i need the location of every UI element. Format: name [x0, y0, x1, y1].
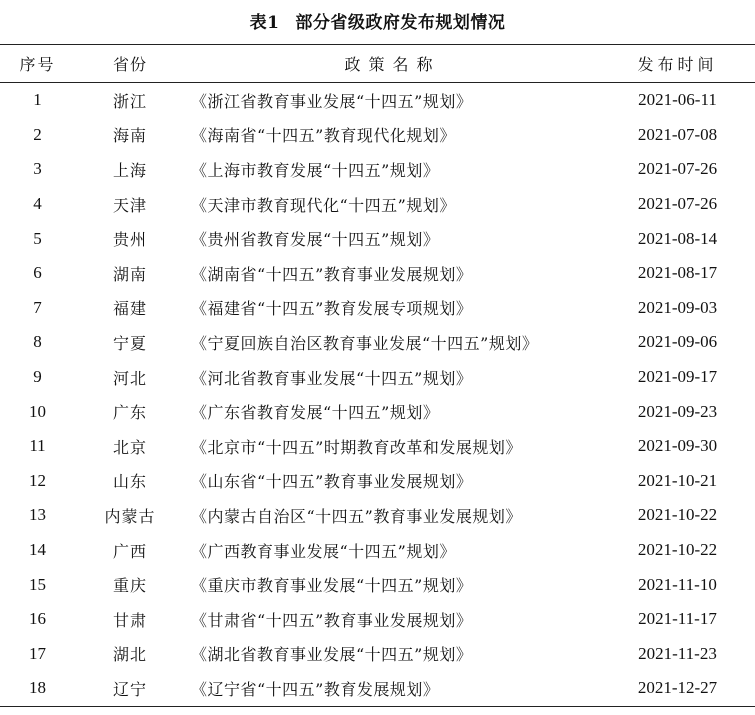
- row-release-date: 2021-08-14: [637, 228, 718, 248]
- row-province: 北京: [112, 437, 147, 457]
- row-province: 湖南: [112, 264, 147, 284]
- table-row: [0, 498, 755, 533]
- table-number: 表1: [249, 13, 280, 33]
- row-policy-name: 《山东省“十四五”教育事业发展规划》: [191, 472, 473, 492]
- row-number: 13: [29, 505, 46, 525]
- row-province: 广东: [112, 403, 147, 423]
- row-release-date: 2021-06-11: [638, 90, 717, 110]
- row-province: 山东: [112, 472, 147, 492]
- row-release-date: 2021-11-17: [638, 609, 717, 629]
- table-row: [0, 567, 755, 602]
- header-row: [0, 45, 755, 83]
- table-row: [0, 360, 755, 395]
- table-row: [0, 187, 755, 222]
- row-release-date: 2021-10-22: [637, 505, 718, 525]
- row-policy-name: 《福建省“十四五”教育发展专项规划》: [191, 299, 473, 319]
- table-row: [0, 429, 755, 464]
- row-number: 12: [29, 470, 46, 490]
- row-policy-name: 《贵州省教育发展“十四五”规划》: [191, 230, 440, 250]
- row-number: 18: [29, 678, 46, 698]
- table-row: [0, 256, 755, 291]
- row-policy-name: 《广东省教育发展“十四五”规划》: [191, 403, 440, 423]
- row-number: 14: [29, 540, 46, 560]
- row-release-date: 2021-07-08: [637, 124, 718, 144]
- row-province: 贵州: [112, 230, 147, 250]
- header-province: 省份: [112, 55, 147, 74]
- header-release-date: 发布时间: [637, 55, 718, 74]
- row-province: 上海: [112, 160, 147, 180]
- row-province: 广西: [112, 541, 147, 561]
- row-number: 4: [33, 194, 42, 214]
- row-number: 15: [29, 574, 46, 594]
- row-province: 河北: [112, 368, 147, 388]
- row-release-date: 2021-09-03: [637, 297, 718, 317]
- row-province: 辽宁: [112, 679, 147, 699]
- table-row: [0, 394, 755, 429]
- row-policy-name: 《海南省“十四五”教育现代化规划》: [191, 126, 456, 146]
- row-policy-name: 《河北省教育事业发展“十四五”规划》: [191, 368, 473, 388]
- row-number: 6: [33, 263, 42, 283]
- row-number: 3: [33, 159, 42, 179]
- row-release-date: 2021-09-30: [637, 436, 718, 456]
- row-policy-name: 《宁夏回族自治区教育事业发展“十四五”规划》: [191, 333, 539, 353]
- table-row: [0, 533, 755, 568]
- row-number: 7: [33, 297, 42, 317]
- row-policy-name: 《甘肃省“十四五”教育事业发展规划》: [191, 610, 473, 630]
- row-province: 海南: [112, 126, 147, 146]
- table-row: [0, 152, 755, 187]
- table-row: [0, 118, 755, 153]
- row-release-date: 2021-07-26: [637, 159, 718, 179]
- row-release-date: 2021-09-17: [637, 367, 718, 387]
- row-release-date: 2021-11-10: [638, 574, 717, 594]
- table-body: [0, 83, 755, 707]
- row-policy-name: 《广西教育事业发展“十四五”规划》: [191, 541, 456, 561]
- row-province: 浙江: [112, 91, 147, 111]
- row-release-date: 2021-11-23: [638, 643, 717, 663]
- row-policy-name: 《上海市教育发展“十四五”规划》: [191, 160, 440, 180]
- row-policy-name: 《内蒙古自治区“十四五”教育事业发展规划》: [191, 506, 522, 526]
- row-province: 福建: [112, 299, 147, 319]
- row-province: 甘肃: [112, 610, 147, 630]
- table-row: [0, 291, 755, 326]
- row-release-date: 2021-08-17: [637, 263, 718, 283]
- row-policy-name: 《天津市教育现代化“十四五”规划》: [191, 195, 456, 215]
- header-number: 序号: [19, 55, 56, 74]
- row-province: 天津: [112, 195, 147, 215]
- row-release-date: 2021-12-27: [637, 678, 718, 698]
- row-policy-name: 《重庆市教育事业发展“十四五”规划》: [191, 576, 473, 596]
- row-release-date: 2021-10-21: [637, 470, 718, 490]
- row-release-date: 2021-07-26: [637, 194, 718, 214]
- row-number: 2: [33, 124, 42, 144]
- row-release-date: 2021-10-22: [637, 540, 718, 560]
- table-row: [0, 221, 755, 256]
- row-policy-name: 《辽宁省“十四五”教育发展规划》: [191, 679, 440, 699]
- table-row: [0, 637, 755, 672]
- row-number: 11: [29, 436, 46, 456]
- table-row: [0, 83, 755, 118]
- row-policy-name: 《湖南省“十四五”教育事业发展规划》: [191, 264, 473, 284]
- table-title: 部分省级政府发布规划情况: [295, 13, 506, 33]
- row-number: 8: [33, 332, 42, 352]
- header-policy-name: 政策名称: [344, 55, 441, 74]
- table-header: [0, 45, 755, 83]
- row-number: 17: [29, 643, 46, 663]
- row-province: 宁夏: [112, 333, 147, 353]
- row-number: 5: [33, 228, 42, 248]
- table-row: [0, 325, 755, 360]
- row-release-date: 2021-09-23: [637, 401, 718, 421]
- row-province: 重庆: [112, 576, 147, 596]
- row-release-date: 2021-09-06: [637, 332, 718, 352]
- row-number: 9: [33, 367, 42, 387]
- row-number: 10: [29, 401, 46, 421]
- row-policy-name: 《浙江省教育事业发展“十四五”规划》: [191, 91, 473, 111]
- table-row: [0, 464, 755, 499]
- row-province: 湖北: [112, 645, 147, 665]
- row-number: 16: [29, 609, 46, 629]
- row-policy-name: 《北京市“十四五”时期教育改革和发展规划》: [191, 437, 522, 457]
- row-province: 内蒙古: [104, 506, 156, 526]
- policy-table: [0, 44, 755, 707]
- row-policy-name: 《湖北省教育事业发展“十四五”规划》: [191, 645, 473, 665]
- row-number: 1: [33, 90, 42, 110]
- table-row: [0, 602, 755, 637]
- table-row: [0, 671, 755, 706]
- table-caption: [0, 8, 755, 33]
